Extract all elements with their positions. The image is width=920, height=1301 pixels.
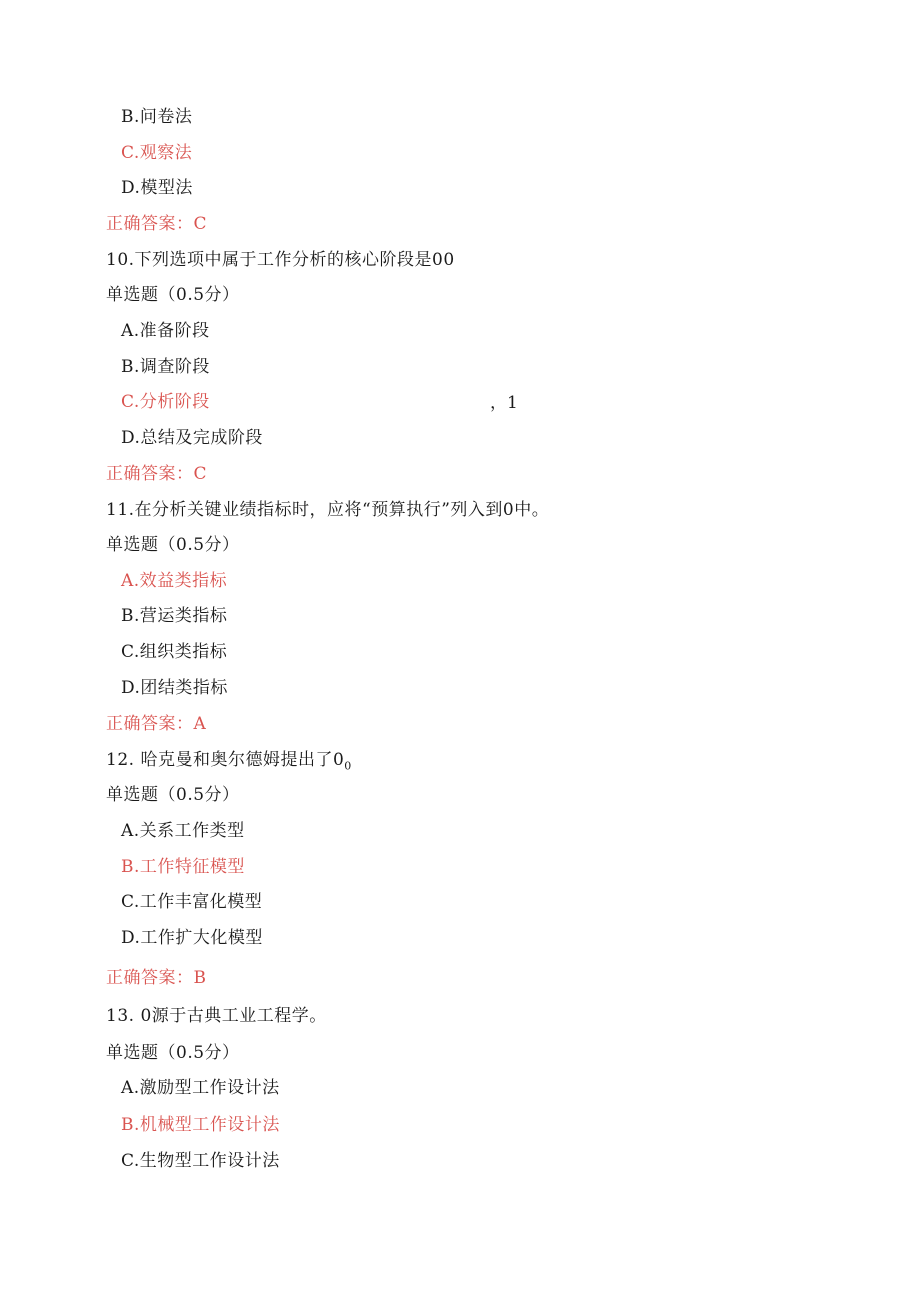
q10-option-d: D.总结及完成阶段 xyxy=(121,428,263,448)
q10-stray-note: ，1 xyxy=(490,393,518,413)
q10-type: 单选题（0.5分） xyxy=(106,285,240,305)
q10-option-b: B.调查阶段 xyxy=(121,357,210,377)
q11-option-b: B.营运类指标 xyxy=(121,606,228,626)
q11-option-a-correct: A.效益类指标 xyxy=(121,571,228,591)
q12-stem-subscript: 0 xyxy=(344,759,352,773)
q11-type: 单选题（0.5分） xyxy=(106,535,240,555)
q10-option-c-correct: C.分析阶段 xyxy=(121,392,210,412)
q10-option-a: A.准备阶段 xyxy=(121,321,210,341)
q9-option-c-correct: C.观察法 xyxy=(121,143,193,163)
q12-stem-text: 12. 哈克曼和奥尔德姆提出了0 xyxy=(106,750,345,770)
q9-option-b: B.问卷法 xyxy=(121,107,193,127)
q12-option-d: D.工作扩大化模型 xyxy=(121,928,263,948)
q11-option-d: D.团结类指标 xyxy=(121,678,228,698)
q9-correct-answer: 正确答案：C xyxy=(106,214,208,234)
q13-option-c: C.生物型工作设计法 xyxy=(121,1151,280,1171)
q13-type: 单选题（0.5分） xyxy=(106,1043,240,1063)
q9-option-d: D.模型法 xyxy=(121,178,193,198)
q12-option-c: C.工作丰富化模型 xyxy=(121,892,263,912)
q11-correct-answer: 正确答案：A xyxy=(106,714,207,734)
q12-option-a: A.关系工作类型 xyxy=(121,821,245,841)
q13-stem: 13. 0源于古典工业工程学。 xyxy=(106,1006,327,1026)
q10-stem: 10.下列选项中属于工作分析的核心阶段是00 xyxy=(106,250,455,270)
q11-stem: 11.在分析关键业绩指标时，应将“预算执行”列入到0中。 xyxy=(106,500,550,520)
q13-option-b-correct: B.机械型工作设计法 xyxy=(121,1115,280,1135)
q12-option-b-correct: B.工作特征模型 xyxy=(121,857,245,877)
q13-option-a: A.激励型工作设计法 xyxy=(121,1078,280,1098)
q10-correct-answer: 正确答案：C xyxy=(106,464,208,484)
q12-type: 单选题（0.5分） xyxy=(106,785,240,805)
q12-correct-answer: 正确答案：B xyxy=(106,968,207,988)
q11-option-c: C.组织类指标 xyxy=(121,642,228,662)
q12-stem xyxy=(106,749,352,777)
